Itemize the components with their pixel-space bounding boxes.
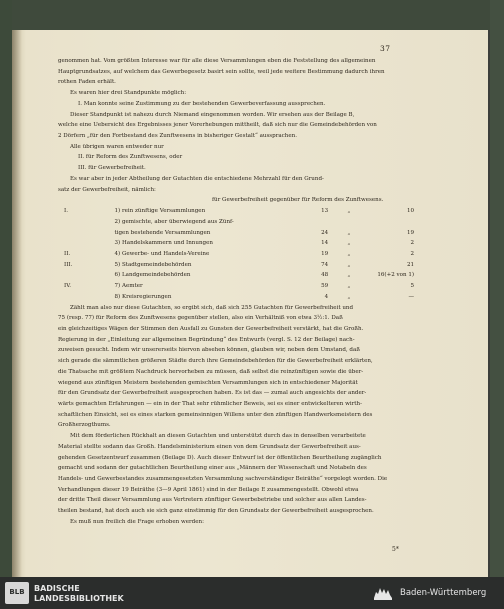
value-freedom: 4 — [324, 293, 329, 300]
text-line: Hauptgrundsatzes, auf welchem das Gewerbegesetz basirt sein sollte, weil jede weitere Bestimmung dadurch ihren — [58, 68, 385, 75]
value-freedom: 14 — [321, 240, 329, 247]
table-row — [58, 270, 414, 281]
text-line: Handels- und Gewerbestandes zusammengesetzten Versammlung sachverständiger Beiräthe“ vorgelegt worden. Die — [58, 476, 388, 483]
ditto-mark: „ — [347, 261, 351, 268]
table-row — [58, 217, 414, 228]
ditto-mark: „ — [347, 229, 351, 236]
value-reform: 2 — [410, 240, 415, 247]
table-row — [58, 281, 414, 292]
signature-mark: 5* — [392, 546, 399, 553]
value-freedom — [260, 217, 342, 228]
text-line: 2 Dörfern „für den Fortbestand des Zunftwesens in bisheriger Gestalt“ aussprachen. — [58, 133, 297, 140]
text-line: theilen bestand, hat doch auch sie sich ganz einstimmig für den Grundsatz der Gewerbefreiheit ausgesprochen. — [58, 508, 374, 515]
text-line: I. Man konnte seine Zustimmung zu der bestehenden Gewerbeverfassung aussprechen. — [78, 100, 326, 107]
row-number: I. — [64, 208, 68, 215]
text-line: Großherzogthums. — [58, 422, 111, 429]
text-line: Regierung in der „Einleitung zur allgemeinen Begründung“ des Entwurfs (vergl. S. 12 der Beilage) nach- — [58, 336, 355, 343]
page-gutter-shadow — [12, 30, 22, 577]
text-line: die Thatsache mit größtem Nachdruck hervorheben zu müssen, daß selbst die reinzünftigen sowie die über- — [58, 368, 364, 375]
row-label: 3) Handelskammern und Innungen — [114, 240, 213, 247]
library-name[interactable] — [34, 584, 124, 604]
ditto-mark: „ — [347, 283, 351, 290]
text-line: Alle übrigen waren entweder nur — [70, 143, 164, 150]
blb-logo-text: BLB — [9, 588, 25, 596]
table-row — [58, 260, 414, 271]
text-line: Zählt man also nur diese Gutachten, so ergibt sich, daß sich 255 Gutachten für Gewerbefreiheit und — [70, 304, 354, 311]
row-number: IV. — [64, 283, 71, 290]
row-number — [58, 292, 115, 303]
text-line: Es muß nun freilich die Frage erhoben werden: — [70, 518, 204, 525]
row-label: 1) rein zünftige Versammlungen — [114, 208, 206, 215]
text-line: gehenden Gesetzentwurf zusammen (Beilage D). Auch dieser Entwurf ist der öffentlichen Beurtheilung zugänglich — [58, 454, 382, 461]
value-reform: 21 — [406, 261, 415, 268]
text-line: welche eine Uebersicht des Ergebnisses jener Vorerhebungen mittheilt, daß sich nur die Gemeindebehörden von — [58, 122, 377, 129]
value-freedom: 59 — [321, 283, 329, 290]
book-cover-left — [0, 0, 12, 577]
value-reform: 2 — [410, 250, 415, 257]
text-line: satz der Gewerbefreiheit, nämlich: — [58, 186, 156, 193]
row-label: 4) Gewerbe- und Handels-Vereine — [114, 250, 210, 257]
value-reform: — — [408, 293, 415, 300]
text-line: zuweisen gesucht. Indem wir unsererseits hiervon absehen können, glauben wir, neben dem Umstand, daß — [58, 347, 360, 354]
value-freedom: 24 — [321, 229, 329, 236]
value-freedom: 19 — [321, 250, 329, 257]
lion-crest-icon — [372, 584, 394, 602]
text-line: Verhandlungen dieser 19 Beiräthe (3—9 April 1861) sind in der Beilage E zusammengestellt. Obwohl etwa — [58, 486, 359, 493]
page-text — [58, 56, 414, 528]
page-number: 37 — [380, 44, 391, 53]
value-reform: 5 — [410, 283, 415, 290]
text-line: schaftlichen Einsicht, sei es eines starken gemeinsinnigen Willens unter den zünftigen Handwerksmeistern des — [58, 411, 373, 418]
table-row — [58, 238, 414, 249]
table-header: für Gewerbefreiheit gegenüber für Reform des Zunftwesens. — [212, 197, 384, 204]
text-line: gemacht und sodann der gutachtlichen Beurtheilung einer aus „Männern der Wissenschaft und Notabeln des — [58, 465, 367, 472]
ditto-mark: „ — [347, 293, 351, 300]
text-line: III. für Gewerbefreiheit. — [78, 165, 146, 172]
row-label: 5) Stadtgemeindebehörden — [114, 261, 192, 268]
text-line: wärts gemachten Erfahrungen — ein in der That sehr rühmlicher Beweis, sei es einer entwickelteren wirth- — [58, 401, 362, 407]
text-line: Es war aber in jeder Abtheilung der Gutachten die entschiedene Mehrzahl für den Grund- — [70, 175, 324, 182]
text-line: II. für Reform des Zunftwesens, oder — [78, 154, 183, 161]
table-row — [58, 206, 414, 217]
text-line: der dritte Theil dieser Versammlung aus Vertretern zünftiger Gewerbebetriebe und solcher aus allen Landes- — [58, 497, 367, 504]
ditto-mark: „ — [347, 208, 351, 215]
value-reform: 19 — [406, 229, 415, 236]
row-number — [58, 270, 115, 281]
value-reform — [356, 217, 414, 228]
text-line: Material stellte sodann das Großh. Handelsministerium einen von dem Grundsatz der Gewerbefreiheit aus- — [58, 443, 361, 450]
row-number — [58, 217, 115, 228]
library-name-line2: LANDESBIBLIOTHEK — [34, 594, 124, 603]
text-line: für den Grundsatz der Gewerbefreiheit ausgesprochen haben. Es ist das — zumal auch angesichts der ander- — [58, 390, 367, 397]
table-row — [58, 228, 414, 239]
value-freedom: 13 — [321, 208, 329, 215]
row-number — [58, 238, 115, 249]
table-row — [58, 292, 414, 303]
ditto-mark: „ — [347, 240, 351, 247]
text-line: Dieser Standpunkt ist nahezu durch Niemand eingenommen worden. Wir ersehen aus der Beilage B, — [70, 111, 355, 118]
text-line: Mit dem förderlichen Rückhalt an diesen Gutachten und unterstützt durch das in denselben verarbeitete — [70, 433, 366, 440]
value-reform: 16(+2 von 1) — [377, 272, 415, 279]
text-line: Es waren hier drei Standpunkte möglich: — [70, 90, 187, 97]
value-freedom: 48 — [321, 272, 329, 279]
state-name[interactable]: Baden-Württemberg — [400, 588, 487, 598]
row-label: 8) Kreisregierungen — [114, 293, 172, 300]
row-number: III. — [64, 261, 73, 268]
text-line: 75 (resp. 77) für Reform des Zunftwesens gegenüber stellen, also ein Verhältniß von etwa 3½:1. Daß — [58, 315, 343, 322]
row-label: tigen bestehende Versammlungen — [114, 229, 211, 236]
row-number — [58, 228, 115, 239]
book-cover-right — [490, 0, 504, 577]
text-line: genommen hat. Vom größten Interesse war für alle diese Versammlungen eben die Feststellung des allgemeinen — [58, 58, 376, 64]
text-line: sich gerade die sämmtlichen größeren Städte durch ihre Gemeindebehörden für die Gewerbefreiheit erklärten, — [58, 358, 373, 365]
row-number: II. — [64, 250, 71, 257]
value-freedom: 74 — [321, 261, 329, 268]
text-line: wiegend aus zünftigen Meistern bestehenden gemischten Versammlungen sich in entschiedener Majorität — [58, 379, 358, 386]
text-line: ein gleichzeitiges Wägen der Stimmen den Ausfall zu Gunsten der Gewerbefreiheit verstärkt, hat die Großh. — [58, 325, 364, 332]
table-row — [58, 249, 414, 260]
library-name-line1: BADISCHE — [34, 584, 80, 593]
text-line: rothen Faden erhält. — [58, 79, 116, 86]
book-page — [12, 30, 488, 577]
row-label: 6) Landgemeindebehörden — [114, 272, 191, 279]
value-reform: 10 — [406, 208, 415, 215]
row-label: 7) Aemter — [114, 283, 143, 290]
row-label: 2) gemischte, aber überwiegend aus Zünf- — [114, 218, 234, 225]
book-cover-top — [0, 0, 504, 30]
ditto-mark: „ — [347, 272, 351, 279]
ditto-mark: „ — [347, 250, 351, 257]
